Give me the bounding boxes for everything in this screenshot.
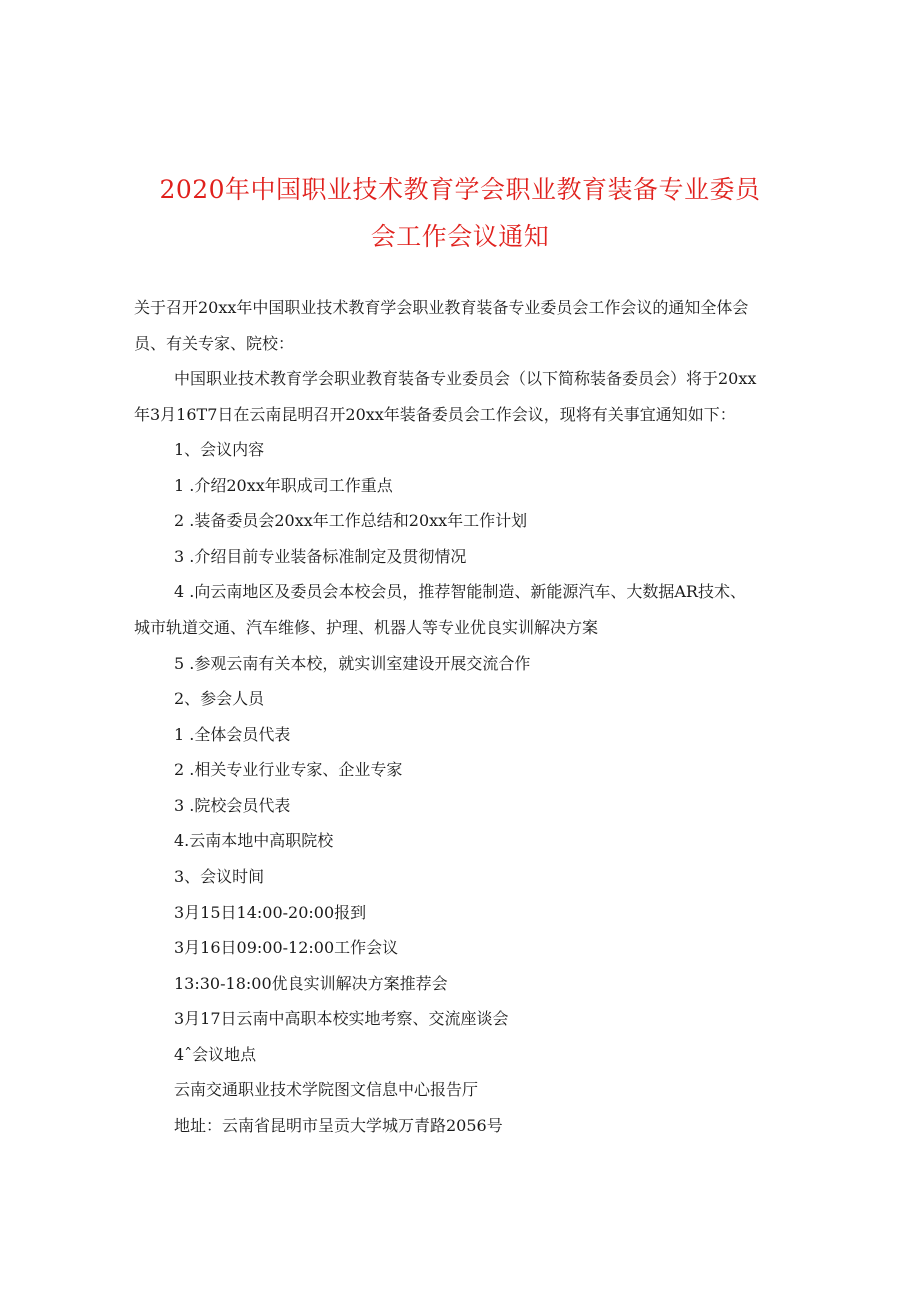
section-heading-location: 4ˆ会议地点 — [174, 1045, 257, 1064]
content-item-4-line-2: 城市轨道交通、汽车维修、护理、机器人等专业优良实训解决方案 — [134, 618, 599, 637]
salutation-line-2: 员、有关专家、院校： — [134, 334, 295, 353]
intro-paragraph-line-1: 中国职业技术教育学会职业教育装备专业委员会（以下简称装备委员会）将于20xx — [174, 369, 757, 388]
content-item-4-line-1: 4 .向云南地区及委员会本校会员，推荐智能制造、新能源汽车、大数据AR技术、 — [174, 582, 746, 601]
document-title-line-1: 2020年中国职业技术教育学会职业教育装备专业委员 — [159, 175, 761, 204]
location-address: 地址：云南省昆明市呈贡大学城万青路2056号 — [174, 1116, 503, 1135]
time-item-1: 3月15日14:00-20:00报到 — [174, 903, 367, 922]
content-item-2: 2 .装备委员会20xx年工作总结和20xx年工作计划 — [174, 511, 528, 530]
attendee-item-1: 1 .全体会员代表 — [174, 725, 291, 744]
attendee-item-3: 3 .院校会员代表 — [174, 796, 291, 815]
time-item-4: 3月17日云南中高职本校实地考察、交流座谈会 — [174, 1009, 509, 1028]
content-item-1: 1 .介绍20xx年职成司工作重点 — [174, 476, 393, 495]
time-item-2: 3月16日09:00-12:00工作会议 — [174, 938, 399, 957]
location-venue: 云南交通职业技术学院图文信息中心报告厅 — [174, 1080, 479, 1099]
attendee-item-4: 4.云南本地中高职院校 — [174, 831, 334, 850]
section-heading-attendees: 2、参会人员 — [174, 689, 265, 708]
section-heading-time: 3、会议时间 — [174, 867, 265, 886]
attendee-item-2: 2 .相关专业行业专家、企业专家 — [174, 760, 403, 779]
section-heading-content: 1、会议内容 — [174, 440, 265, 459]
content-item-5: 5 .参观云南有关本校，就实训室建设开展交流合作 — [174, 654, 531, 673]
time-item-3: 13:30-18:00优良实训解决方案推荐会 — [174, 974, 448, 993]
salutation-line-1: 关于召开20xx年中国职业技术教育学会职业教育装备专业委员会工作会议的通知全体会 — [134, 298, 749, 317]
content-item-3: 3 .介绍目前专业装备标准制定及贯彻情况 — [174, 547, 467, 566]
document-title-line-2: 会工作会议通知 — [370, 222, 550, 251]
intro-paragraph-line-2: 年3月16T7日在云南昆明召开20xx年装备委员会工作会议，现将有关事宜通知如下： — [134, 405, 736, 424]
